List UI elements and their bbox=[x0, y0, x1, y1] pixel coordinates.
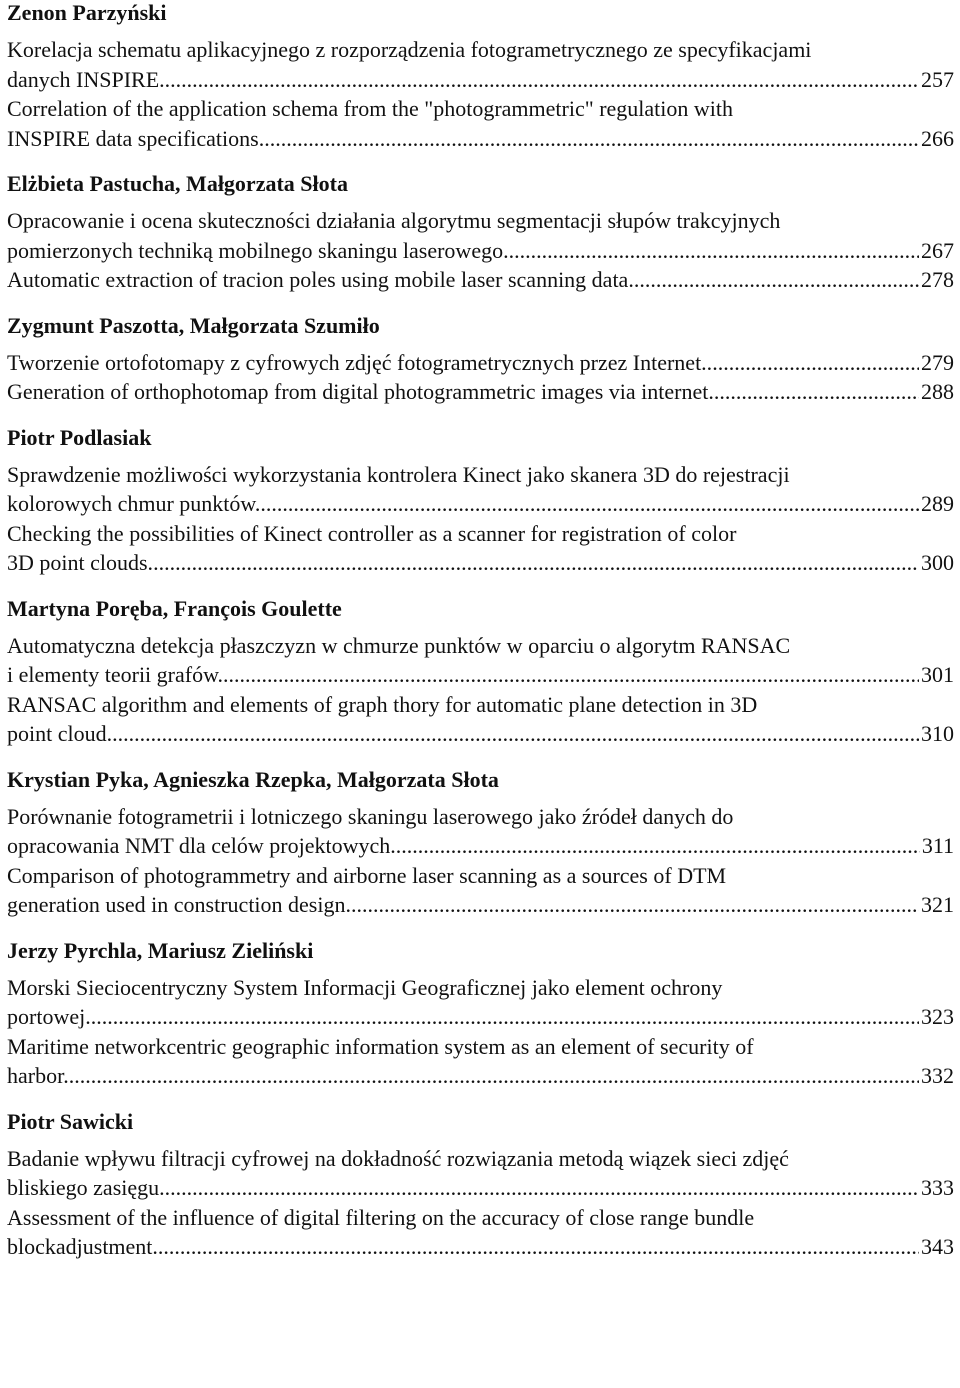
dot-leader bbox=[351, 890, 919, 920]
entry-title-line: Sprawdzenie możliwości wykorzystania kontrolera Kinect jako skanera 3D do rejestracji bbox=[7, 461, 790, 487]
page-number[interactable]: 279 bbox=[921, 349, 954, 375]
page-number[interactable]: 333 bbox=[921, 1175, 954, 1200]
page-number[interactable]: 278 bbox=[921, 267, 954, 292]
toc-entry[interactable] bbox=[7, 1203, 954, 1262]
dot-leader bbox=[260, 489, 919, 519]
entry-last-line bbox=[7, 236, 954, 266]
entry-last-line bbox=[7, 124, 954, 154]
toc-section bbox=[7, 1101, 954, 1262]
entry-title-end: Tworzenie ortofotomapy z cyfrowych zdjęć fotogrametrycznych przez Internet.. bbox=[7, 349, 713, 375]
entry-last-line bbox=[7, 831, 954, 861]
author-names: Zygmunt Paszotta, Małgorzata Szumiło bbox=[7, 312, 380, 338]
entry-title-end: danych INSPIRE. bbox=[7, 66, 165, 92]
toc-section bbox=[7, 0, 954, 153]
entry-last-line bbox=[7, 890, 954, 920]
entry-title-end: bliskiego zasięgu. bbox=[7, 1175, 165, 1200]
page-number[interactable]: 323 bbox=[921, 1004, 954, 1029]
toc-entry[interactable] bbox=[7, 973, 954, 1032]
entry-title-line: Correlation of the application schema from the "photogrammetric" regulation with bbox=[7, 96, 734, 121]
entry-last-line bbox=[7, 348, 954, 378]
entry-title-end: opracowania NMT dla celów projektowych. bbox=[7, 833, 396, 858]
entry-last-line bbox=[7, 1173, 954, 1203]
dot-leader bbox=[634, 265, 919, 295]
entry-title-end: portowej. bbox=[7, 1004, 91, 1029]
toc-entry[interactable] bbox=[7, 265, 954, 295]
page-number[interactable]: 301 bbox=[921, 662, 954, 687]
dot-leader bbox=[712, 348, 919, 378]
entry-title-line: Comparison of photogrammetry and airborne laser scanning as a sources of DTM bbox=[7, 862, 727, 888]
toc-entry[interactable] bbox=[7, 460, 954, 519]
entry-title-end: blockadjustment. bbox=[7, 1234, 158, 1259]
dot-leader bbox=[396, 831, 920, 861]
entry-title-end: generation used in construction design. bbox=[7, 892, 351, 917]
entry-title-line: Opracowanie i ocena skuteczności działania algorytmu segmentacji słupów trakcyjnych bbox=[7, 208, 781, 233]
entry-last-line bbox=[7, 377, 954, 407]
author-names: Krystian Pyka, Agnieszka Rzepka, Małgorzata Słota bbox=[7, 766, 499, 792]
entry-title-line: Maritime networkcentric geographic information system as an element of security of bbox=[7, 1033, 754, 1059]
entry-last-line bbox=[7, 1002, 954, 1032]
entry-last-line bbox=[7, 265, 954, 295]
author-names: Jerzy Pyrchla, Mariusz Zieliński bbox=[7, 937, 314, 963]
page-number[interactable]: 289 bbox=[921, 491, 954, 516]
entry-title-end: Generation of orthophotomap from digital photogrammetric images via internet. bbox=[7, 379, 714, 404]
dot-leader bbox=[509, 236, 919, 266]
page-number[interactable]: 310 bbox=[921, 721, 954, 746]
toc-entry[interactable] bbox=[7, 802, 954, 861]
page-number[interactable]: 266 bbox=[921, 125, 954, 151]
entry-title-line: Checking the possibilities of Kinect controller as a scanner for registration of color bbox=[7, 520, 737, 546]
author-names: Piotr Sawicki bbox=[7, 1108, 134, 1134]
dot-leader bbox=[112, 719, 919, 749]
toc-entry[interactable] bbox=[7, 348, 954, 378]
dot-leader bbox=[153, 548, 919, 578]
dot-leader bbox=[264, 124, 919, 154]
entry-last-line bbox=[7, 548, 954, 578]
page-number[interactable]: 311 bbox=[921, 833, 954, 858]
page-number[interactable]: 288 bbox=[921, 379, 954, 404]
entry-last-line bbox=[7, 1232, 954, 1262]
toc-entry[interactable] bbox=[7, 1144, 954, 1203]
entry-title-end: INSPIRE data specifications. bbox=[7, 125, 265, 151]
author-names: Elżbieta Pastucha, Małgorzata Słota bbox=[7, 171, 348, 196]
entry-title-line: Automatyczna detekcja płaszczyzn w chmurze punktów w oparciu o algorytm RANSAC bbox=[7, 632, 791, 658]
toc-entry[interactable] bbox=[7, 519, 954, 578]
dot-leader bbox=[165, 1173, 919, 1203]
entry-title-end: kolorowych chmur punktów. bbox=[7, 491, 261, 516]
toc-entry[interactable] bbox=[7, 861, 954, 920]
page-number[interactable]: 332 bbox=[921, 1063, 954, 1088]
entry-title-line: Morski Sieciocentryczny System Informacji Geograficznej jako element ochrony bbox=[7, 974, 723, 1000]
toc-entry[interactable] bbox=[7, 94, 954, 153]
entry-title-end: i elementy teorii grafów. bbox=[7, 662, 224, 687]
entry-title-end: 3D point clouds. bbox=[7, 550, 154, 575]
page-number[interactable]: 321 bbox=[921, 892, 954, 917]
toc-entry[interactable] bbox=[7, 1032, 954, 1091]
toc-entry[interactable] bbox=[7, 377, 954, 407]
entry-title-line: Porównanie fotogrametrii i lotniczego skaningu laserowego jako źródeł danych do bbox=[7, 803, 734, 829]
toc-entry[interactable] bbox=[7, 690, 954, 749]
entry-title-end: point cloud. bbox=[7, 721, 113, 746]
dot-leader bbox=[69, 1061, 919, 1091]
entry-title-end: harbor. bbox=[7, 1063, 69, 1088]
entry-title-line: Korelacja schematu aplikacyjnego z rozporządzenia fotogrametrycznego ze specyfikacjami bbox=[7, 37, 812, 62]
entry-title-line: RANSAC algorithm and elements of graph thory for automatic plane detection in 3D bbox=[7, 691, 758, 717]
dot-leader bbox=[91, 1002, 919, 1032]
page-number[interactable]: 343 bbox=[921, 1234, 954, 1259]
dot-leader bbox=[158, 1232, 919, 1262]
entry-last-line bbox=[7, 719, 954, 749]
toc-section bbox=[7, 163, 954, 295]
entry-last-line bbox=[7, 65, 954, 95]
toc-section bbox=[7, 759, 954, 920]
entry-title-end: pomierzonych techniką mobilnego skaningu laserowego. bbox=[7, 237, 509, 263]
entry-title-end: Automatic extraction of tracion poles using mobile laser scanning data. bbox=[7, 267, 634, 292]
toc-section bbox=[7, 588, 954, 749]
toc-entry[interactable] bbox=[7, 206, 954, 265]
page-number[interactable]: 300 bbox=[921, 550, 954, 575]
toc-entry[interactable] bbox=[7, 35, 954, 94]
dot-leader bbox=[714, 377, 919, 407]
entry-title-line: Assessment of the influence of digital filtering on the accuracy of close range bundle bbox=[7, 1204, 755, 1230]
toc-section bbox=[7, 417, 954, 578]
dot-leader bbox=[223, 660, 919, 690]
entry-last-line bbox=[7, 489, 954, 519]
author-names: Martyna Poręba, François Goulette bbox=[7, 595, 342, 621]
page-number[interactable]: 267 bbox=[921, 237, 954, 263]
toc-entry[interactable] bbox=[7, 631, 954, 690]
author-names: Piotr Podlasiak bbox=[7, 424, 152, 450]
entry-last-line bbox=[7, 1061, 954, 1091]
toc-section bbox=[7, 305, 954, 407]
author-names: Zenon Parzyński bbox=[7, 0, 167, 25]
entry-title-line: Badanie wpływu filtracji cyfrowej na dokładność rozwiązania metodą wiązek sieci zdjęć bbox=[7, 1145, 789, 1171]
toc-section bbox=[7, 930, 954, 1091]
page-number[interactable]: 257 bbox=[921, 66, 954, 92]
entry-last-line bbox=[7, 660, 954, 690]
dot-leader bbox=[165, 65, 919, 95]
